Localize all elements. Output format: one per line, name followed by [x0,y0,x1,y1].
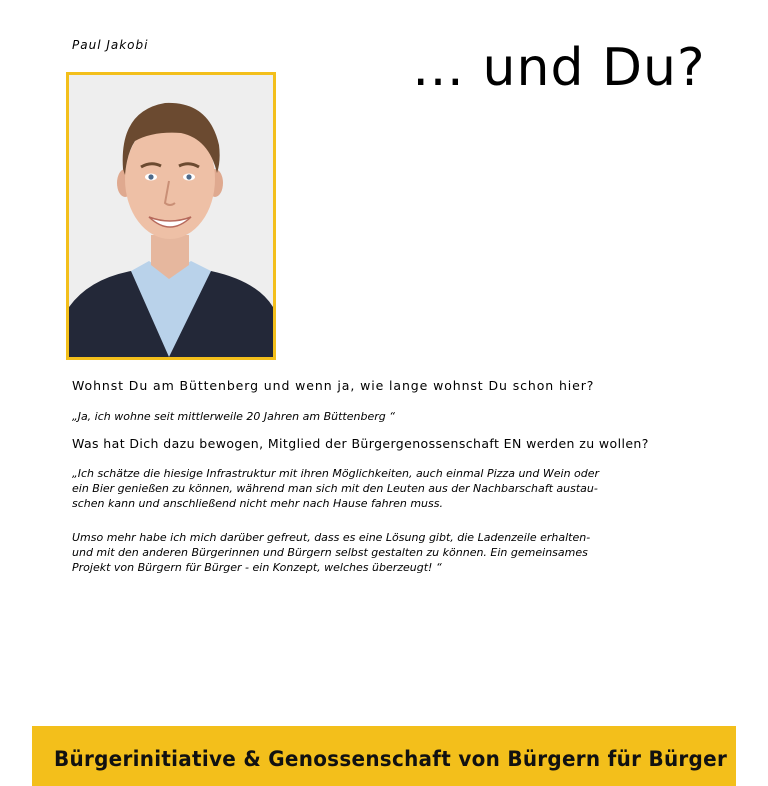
answer-residence: „Ja, ich wohne seit mittlerweile 20 Jahren am Büttenberg “ [72,410,395,423]
footer-slogan: Bürgerinitiative & Genossenschaft von Bürgern für Bürger [54,747,728,771]
answer-motivation [72,466,672,511]
answer-motivation-continued [72,530,672,575]
portrait-illustration [69,75,273,357]
portrait-photo [66,72,276,360]
headline: … und Du? [412,38,706,98]
answer-line: „Ich schätze die hiesige Infrastruktur mit ihren Möglichkeiten, auch einmal Pizza und Wein oder [72,467,600,480]
answer-line: ein Bier genießen zu können, während man sich mit den Leuten aus der Nachbarschaft austau- [72,482,598,495]
footer-banner [32,726,736,786]
answer-line: Projekt von Bürgern für Bürger - ein Konzept, welches überzeugt! “ [72,561,442,574]
answer-line: schen kann und anschließend nicht mehr nach Hause fahren muss. [72,497,443,510]
answer-line: und mit den anderen Bürgerinnen und Bürgern selbst gestalten zu können. Ein gemeinsames [72,546,588,559]
question-motivation: Was hat Dich dazu bewogen, Mitglied der Bürgergenossenschaft EN werden zu wollen? [72,436,649,451]
question-residence: Wohnst Du am Büttenberg und wenn ja, wie lange wohnst Du schon hier? [72,378,595,393]
answer-line: Umso mehr habe ich mich darüber gefreut, dass es eine Lösung gibt, die Ladenzeile erhalten- [72,531,591,544]
person-name: Paul Jakobi [72,38,149,52]
